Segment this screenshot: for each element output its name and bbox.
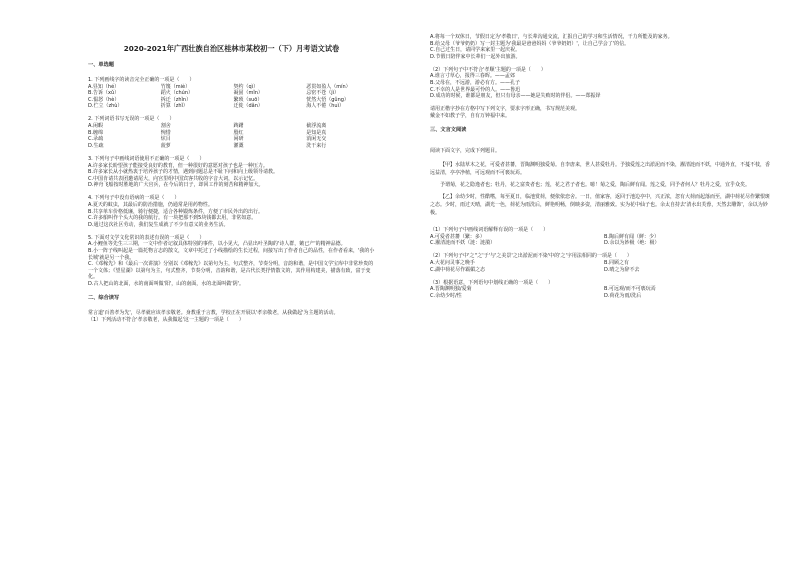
option-b: B.可远观/而不可亵玩焉	[604, 286, 656, 293]
option-cell: B.缠绵	[88, 129, 104, 136]
option-cell: 海人不倦（huì）	[306, 103, 344, 110]
read-intro: 阅读下面文字，完成下列题目。	[430, 148, 501, 155]
option-cell: 踌躇	[233, 123, 244, 130]
question-sub-2	[430, 67, 774, 100]
option-cell: D.生疏	[88, 142, 104, 149]
option-cell: 菠萝	[160, 142, 171, 149]
question-read-2	[430, 253, 774, 273]
option-cell: C.愠怒（hè）	[88, 96, 120, 103]
question-3	[88, 156, 375, 189]
option-d: D.神舟飞船按时胜地的广大官兵，在今后的日子，却回工作的刻苦和精神加大。	[88, 182, 264, 189]
option-d: D.通过这次社区劳动，我们复生成就了不少有意义的业务生活。	[88, 221, 229, 228]
option-d: D.余以为妙极（绝：极）	[604, 240, 660, 247]
option-cell: 折算（zhǐ）	[160, 103, 188, 110]
option-cell: 割舍	[160, 123, 171, 130]
option-cell: 竹篾（miè）	[160, 83, 191, 90]
option-a: A.可爱者甚蕃（繁：多）	[430, 233, 485, 240]
option-cell: 恶贯如盈人（mín）	[306, 83, 351, 90]
question-4	[88, 195, 375, 228]
option-cell: 恍然大悟（gǔng）	[306, 96, 349, 103]
right-page	[397, 0, 794, 562]
option-a: A.夏天的蚊虫，其最后的防治措施，仍通常是用药物性。	[88, 202, 213, 208]
option-b: B.同顾之有	[604, 260, 630, 266]
question-stem: （1）下列活动不符合'孝亲敬老，从我做起'这一主题的一项是（ ）	[88, 316, 244, 323]
passage-a-2: 予谓菊，花之隐逸者也；牡丹，花之富贵者也；莲，花之君子者也。噫！菊之爱，陶后鲜有闻。莲之爱，同予者何人？牡丹之爱，宜乎众矣。	[440, 182, 751, 189]
option-cell: 迁徙（dǎn）	[233, 103, 263, 110]
option-d: D.晴之为辞不去	[604, 266, 640, 273]
option-c: C.濯清涟而不妖（涟：涟漪）	[430, 240, 496, 247]
option-a: A.许多家长盼望孩子能接受良好的教育，但一种很好的意愿对孩子也是一种压力。	[88, 162, 268, 169]
option-cell: 惋惜	[160, 129, 171, 136]
option-cell: A.闲暇	[88, 123, 103, 130]
question-stem: （1）下列句子中画线词语解释有误的一项是（ ）	[430, 227, 549, 234]
option-a: A.晋陶渊明独/爱菊	[430, 286, 472, 293]
option-c: C.许多船叫作个头大的我的航行。有一块把那不到5块钱都去用，非常如意。	[88, 215, 257, 222]
option-cell: 契约（qì）	[233, 83, 259, 90]
question-1	[88, 77, 375, 110]
option-d: D.节假日陪伴家中长辈们一起外出旅游。	[430, 53, 521, 60]
option-b: B.父母在，不远游，游必有方。——孔子	[430, 80, 521, 87]
intro-text: 常言道'百善孝为先'，尽孝就应该孝亲敬老。身教重于言教，学校正在开展以'孝亲敬老，从我做起'为主题的活动。	[88, 310, 339, 317]
question-read-3	[430, 280, 774, 300]
option-cell: 繁琐（suō）	[233, 96, 263, 103]
option-cell: 炫目	[160, 136, 171, 143]
option-a: A.将每一个双休日，节假日定为'孝敬日'，与长辈沟通交流，汇报自己的学习和生活情况，干力所能及的家务。	[430, 34, 673, 40]
option-d: D.古人把山的北面，水的南面叫做'阳'，山的南面，水的北面叫做'阴'。	[88, 281, 244, 288]
option-cell: C.录疏	[88, 136, 104, 143]
question-stem: 2. 下列词语书写无误的一项是（ ）	[88, 116, 175, 123]
option-cell: 殷红	[233, 129, 244, 136]
option-c: C.不幸的人是世界最可怜的人。——鲁迅	[430, 86, 521, 93]
option-d: D.成功的时候，谁都是朋友，但只有母亲——她是失败时的伴侣。——郑振铎	[430, 93, 601, 100]
option-a: A.谁言寸草心，报得三春晖。——孟郊	[430, 73, 515, 80]
option-cell: 忌密不苍（jì）	[306, 90, 340, 97]
option-cell: D.伫立（zhù）	[88, 103, 123, 110]
option-b: B.给父母（爷爷奶奶）写一封主题为'我最是爸爸妈妈（爷爷奶奶）'，让自己学会了'的信。	[430, 40, 630, 47]
question-read-1	[430, 227, 774, 247]
question-stem: （2）下列句子中不符合'孝顺'主题的一项是（ ）	[430, 66, 546, 73]
question-5	[88, 235, 375, 288]
option-c: C.余幼少时/性	[430, 292, 462, 299]
option-b: B.共享单车价格低廉，骑行便捷，适合各种锻炼条件，方便了市民外出的出行。	[88, 208, 264, 215]
section-heading-3: 三、文言文阅读	[430, 127, 467, 134]
option-cell: 洗干来行	[306, 142, 327, 149]
copy-line: 戴金不如教子学，自有万钟福中来。	[430, 112, 511, 119]
option-cell: 灌溉	[233, 142, 244, 149]
option-cell: B.告诉（xǔ）	[88, 90, 120, 97]
question-2	[88, 116, 375, 149]
exam-title: 2020-2021年广西壮族自治区桂林市某校初一（下）月考语文试卷	[123, 44, 340, 53]
section-heading-2: 二、综合读写	[88, 295, 120, 302]
option-c: C.中国肯请共表团邀请尾大，向宫里组中国宾客共收的字音大词，以示记忆。	[88, 175, 259, 182]
question-sub-3	[430, 106, 774, 119]
option-c: C.自己过生日，请同学来家里一起庆祝。	[430, 47, 521, 54]
option-c: C.湖中荷花尽作霸媚之态	[430, 266, 486, 273]
option-cell: 凝固（mǐn）	[233, 90, 263, 97]
question-stem: （3）根据语意，下列语句中划线正确的一项是（ ）	[430, 279, 554, 286]
section-heading-1: 一、单选题	[88, 62, 114, 68]
option-b: B.小一阵子线叫起是一篇托物言志的散文，文章中托过了小线描绘的生长过程，间接写出了作者自己的品性，在作者看来，'我的小长城'就是另一个我。	[88, 248, 375, 261]
option-cell: 闲研	[233, 136, 244, 143]
option-c: C.《邓稼先》和《最后一次讲演》分别以《邓稼先》以第句为主，句式整齐，节奏分明，音韵和谐，是中国文学宝库中非常珍贵的一个文体；《望星湖》以第句为主，句式整齐，节奏分明，音韵和谐，是古代长类抒情散文的，其作用构建美，描落有致，富于变化。	[88, 261, 374, 281]
reading-intro	[88, 310, 375, 323]
option-a: A.小鲤鱼等先生三三期，一文中作者记叙具体特别的事件，以小见大，凸显出叶圣陶的'诗人群，皴已产'的精神品德。	[88, 241, 346, 248]
passage-b: 【乙】余幼少时，性酷嗜，每至夏日，临池赏荷，便依依恋舍。一日，值家客，返回于池边亭中，兴正浓，忽有大荷而起落而至，湖中荷花尽作繁恨斑之态。少时，雨过天晴，湖光一色，荷花为雨洗后，鲜艳明畅，倒映多姿，清丽雅致。实为花中仙子也。余太自持去'清水出芙蓉，天然去雕饰'，余以为妙极。	[430, 194, 771, 217]
question-stem: 1. 下列画线字的读音完全正确的一项是（ ）	[88, 77, 195, 83]
question-stem: 4. 下列句子中没有语病的一项是（ ）	[88, 195, 180, 202]
option-b: B.陶后鲜有闻（鲜：少）	[604, 233, 660, 240]
question-stem: 5. 下面对文学文化常识的表述有误的一项是（ ）	[88, 234, 205, 241]
option-cell: 拆迁（zhǐn）	[160, 96, 192, 103]
option-cell: 截浮流离	[306, 123, 327, 130]
question-stem: 请用正楷字抄在方格中写下列文字，要求字形正确，书写规范美观。	[430, 106, 581, 113]
option-cell: 蹈火（chún）	[160, 90, 194, 97]
question-stem: 3. 下列句子中画线词语使用不正确的一项是（ ）	[88, 155, 205, 162]
option-cell: 消闲无交	[306, 136, 327, 143]
option-cell: A.昼知（hé）	[88, 83, 120, 90]
question-stem: （2）下列句子中'之''之'于'与'之美景'之出淤泥而不染'中的'之'字用法相同的一项是（ ）	[430, 253, 632, 260]
option-d: D.荷花为雨/洗后	[604, 292, 642, 299]
continued-options	[430, 34, 774, 60]
option-b: B.许多家长从小就热衷于培养孩子的才情，遇到问题总是不耻下问和向上级领导请教。	[88, 169, 279, 176]
option-a: A.大花问灵事之晚手	[430, 260, 475, 266]
passage-a: 【甲】水陆草木之花，可爱者甚蕃，晋陶渊明独爱菊。自李唐来，世人甚爱牡丹。予独爱莲之出淤泥而不染，濯清涟而不妖，中通外直，不蔓不枝，香远益清，亭亭净植，可远观而不可亵玩焉。	[430, 162, 771, 177]
option-cell: 是知是真	[306, 129, 327, 136]
